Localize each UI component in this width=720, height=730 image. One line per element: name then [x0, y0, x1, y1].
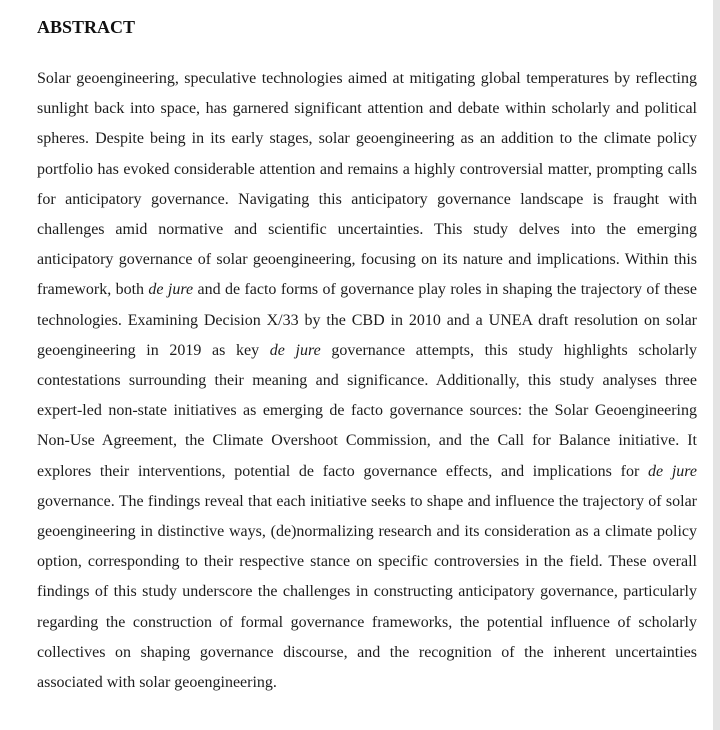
abstract-text: governance attempts, this study highlights scholarly contestations surrounding their meaning and significance. Additionally, this study analyses three expert-led non-state initiatives as emerging de facto governance sources: the Solar Geoengineering Non-Use Agreement, the Climate Overshoot Commission, and the Call for Balance initiative. It explores their interventions, potential de facto governance effects, and implications for — [37, 341, 698, 480]
abstract-paragraph — [37, 64, 697, 698]
abstract-heading: ABSTRACT — [37, 17, 136, 37]
abstract-text: Solar geoengineering, speculative technologies aimed at mitigating global temperatures by reflecting sunlight back into space, has garnered significant attention and debate within scholarly and political spheres. Despite being in its early stages, solar geoengineering as an addition to the climate policy portfolio has evoked considerable attention and remains a highly controversial matter, prompting calls for anticipatory governance. Navigating this anticipatory governance landscape is fraught with challenges amid normative and scientific uncertainties. This study delves into the emerging anticipatory governance of solar geoengineering, focusing on its nature and implications. Within this framework, both — [37, 70, 697, 299]
page-edge-scroll-gutter[interactable] — [713, 0, 720, 730]
abstract-text: and de facto forms of governance play roles in shaping the trajectory of these technologies. Examining Decision X/33 by the CBD in 2010 and a UNEA draft resolution on solar geoengineering in 2019 as key — [37, 281, 698, 359]
italic-term-de-jure: de jure — [148, 281, 194, 299]
italic-term-de-jure: de jure — [269, 341, 321, 359]
italic-term-de-jure: de jure — [648, 462, 698, 480]
abstract-text: governance. The findings reveal that each initiative seeks to shape and influence the trajectory of solar geoengineering in distinctive ways, (de)normalizing research and its consideration as a climate policy option, corresponding to their respective stance on specific controversies in the field. These overall findings of this study underscore the challenges in constructing anticipatory governance, particularly regarding the construction of formal governance frameworks, the potential influence of scholarly collectives on shaping governance discourse, and the recognition of the inherent uncertainties associated with solar geoengineering. — [37, 492, 697, 692]
